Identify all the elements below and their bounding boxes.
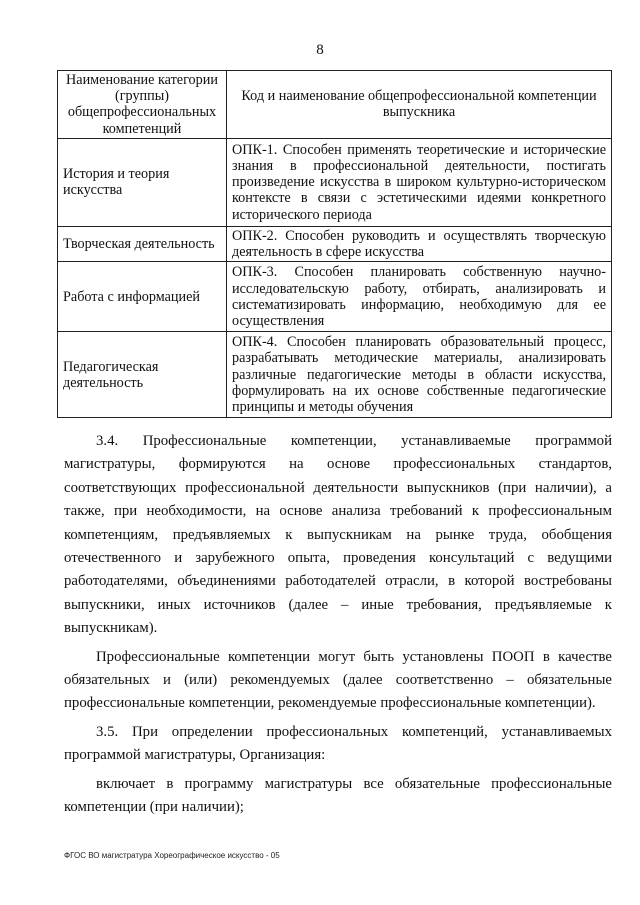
paragraph: 3.4. Профессиональные компетенции, устанавливаемые программой магистратуры, формируются на основе профессиональных стандартов, соответствующих профессиональной деятельности выпускников (при наличии), а также, при необходимости, на основе анализа требований к профессиональным компетенциям, предъявляемых к выпускникам на рынке труда, обобщения отечественного и зарубежного опыта, проведения консультаций с ведущими работодателями, объединениями работодателей отрасли, в которой востребованы выпускники, иных источников (далее – иные требования, предъявляемые к выпускникам). xyxy=(64,433,612,637)
row-category: Педагогическая деятельность xyxy=(58,332,227,418)
row-category: Работа с информацией xyxy=(58,262,227,332)
row-category: История и теория искусства xyxy=(58,138,227,226)
row-competence: ОПК-1. Способен применять теоретические и исторические знания в профессиональной деятельности, постигать произведение искусства в широком культурно-историческом контексте в связи с эстетическими идеями конкретного исторического периода xyxy=(227,138,612,226)
body-text xyxy=(64,430,612,825)
page-number: 8 xyxy=(316,42,324,58)
table-row xyxy=(58,262,612,332)
header-category: Наименование категории (группы) общепрофессиональных компетенций xyxy=(58,71,227,139)
header-competence: Код и наименование общепрофессиональной компетенции выпускника xyxy=(227,71,612,139)
table-header-row xyxy=(58,71,612,139)
footer: ФГОС ВО магистратура Хореографическое искусство - 05 xyxy=(64,851,280,860)
paragraph: включает в программу магистратуры все обязательные профессиональные компетенции (при наличии); xyxy=(64,775,612,816)
paragraph: Профессиональные компетенции могут быть установлены ПООП в качестве обязательных и (или) рекомендуемых (далее соответственно – обязательные профессиональные компетенции, рекомендуемые профессиональные компетенции). xyxy=(64,648,612,712)
table-row xyxy=(58,226,612,261)
row-competence: ОПК-4. Способен планировать образовательный процесс, разрабатывать методические материалы, анализировать различные педагогические методы в области искусства, формулировать на их основе собственные педагогические принципы и методы обучения xyxy=(227,332,612,418)
paragraph: 3.5. При определении профессиональных компетенций, устанавливаемых программой магистратуры, Организация: xyxy=(64,723,612,764)
table-row xyxy=(58,138,612,226)
table-row xyxy=(58,332,612,418)
row-category: Творческая деятельность xyxy=(58,226,227,261)
row-competence: ОПК-3. Способен планировать собственную научно-исследовательскую работу, отбирать, анализировать и систематизировать информацию, необходимую для ее осуществления xyxy=(227,262,612,332)
competencies-table xyxy=(57,70,612,418)
row-competence: ОПК-2. Способен руководить и осуществлять творческую деятельность в сфере искусства xyxy=(227,226,612,261)
